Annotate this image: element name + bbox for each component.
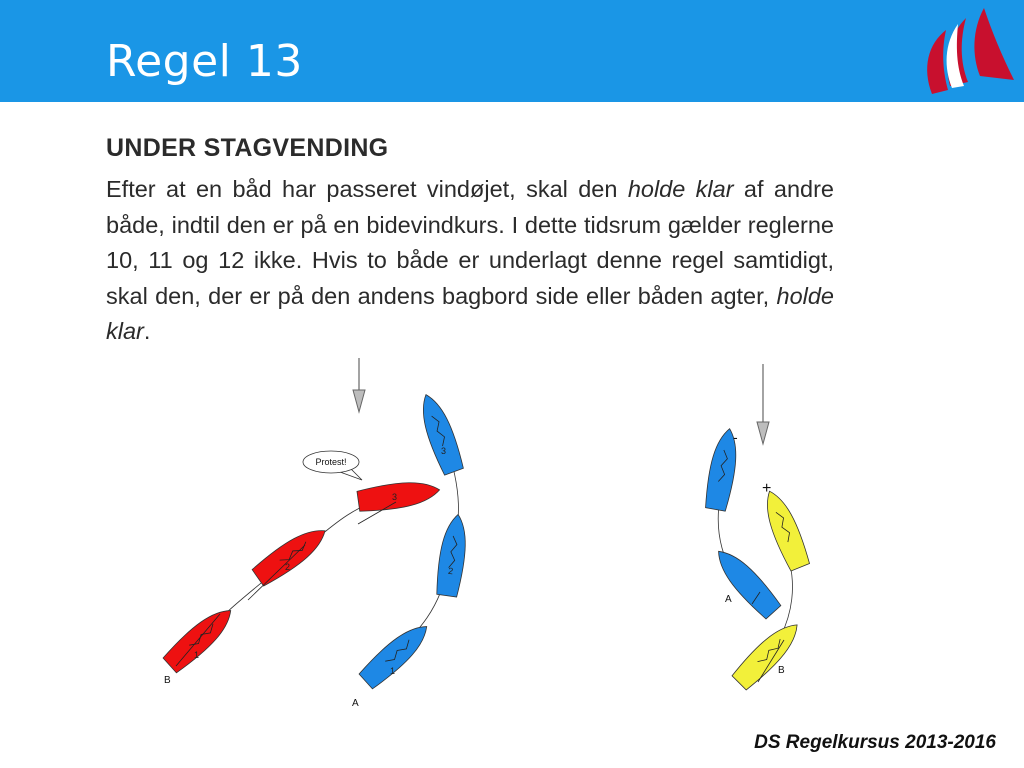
minus-mark: - [733, 429, 738, 445]
rule-text-part-2: af andre både, indtil den er på en bidevindkurs. I dette tidsrum gælder reglerne 10, 11 og 12 ikke. Hvis to både er underlagt denne regel samtidigt, skal den, der er på den andens bagbord side eller båden agter, [106, 176, 834, 309]
boat-b-right-lower [730, 616, 805, 691]
slide-title: Regel 13 [106, 36, 303, 87]
sail-logo [918, 4, 1018, 98]
boat-b-right-upper [758, 487, 812, 572]
rule-text-part-3: . [143, 318, 151, 344]
rule-term-holde-klar-2: holde klar [106, 282, 834, 344]
plus-mark: + [762, 480, 772, 497]
wind-arrow-right [757, 364, 769, 444]
boat-a-position-1 [358, 617, 438, 693]
boat-b-position-2 [251, 521, 333, 589]
rule-text [106, 172, 834, 350]
rule-text-part-1: Efter at en båd har passeret vindøjet, skal den [106, 176, 628, 202]
wind-arrow-left [353, 358, 365, 412]
boat-b-position-1 [162, 601, 242, 677]
boat-b-number-2: 2 [285, 562, 291, 572]
rule-diagram [0, 350, 1024, 720]
header-bar [0, 0, 1024, 102]
boat-b-position-3 [357, 478, 442, 514]
protest-text: Protest! [315, 457, 347, 467]
boat-a-label-right: A [725, 594, 732, 605]
boat-a-right-lower [709, 543, 782, 620]
boat-a-position-3 [414, 390, 465, 475]
boat-a-number-1: 1 [390, 666, 396, 676]
slide-footer: DS Regelkursus 2013-2016 [754, 732, 996, 753]
boat-a-number-2: 2 [447, 565, 454, 577]
rule-heading: UNDER STAGVENDING [106, 134, 389, 162]
left-scenario [162, 358, 471, 709]
boat-b-label-right: B [778, 665, 785, 676]
rule-term-holde-klar-1: holde klar [627, 176, 734, 202]
boat-b-number-1: 1 [194, 650, 200, 660]
boat-b-label-left: B [164, 675, 171, 686]
boat-a-position-2 [435, 513, 471, 598]
right-scenario [703, 364, 811, 692]
protest-speech-bubble [303, 451, 362, 480]
boat-a-label-left: A [352, 698, 359, 709]
boat-a-number-3: 3 [441, 446, 447, 456]
boat-b-number-3: 3 [392, 492, 398, 502]
